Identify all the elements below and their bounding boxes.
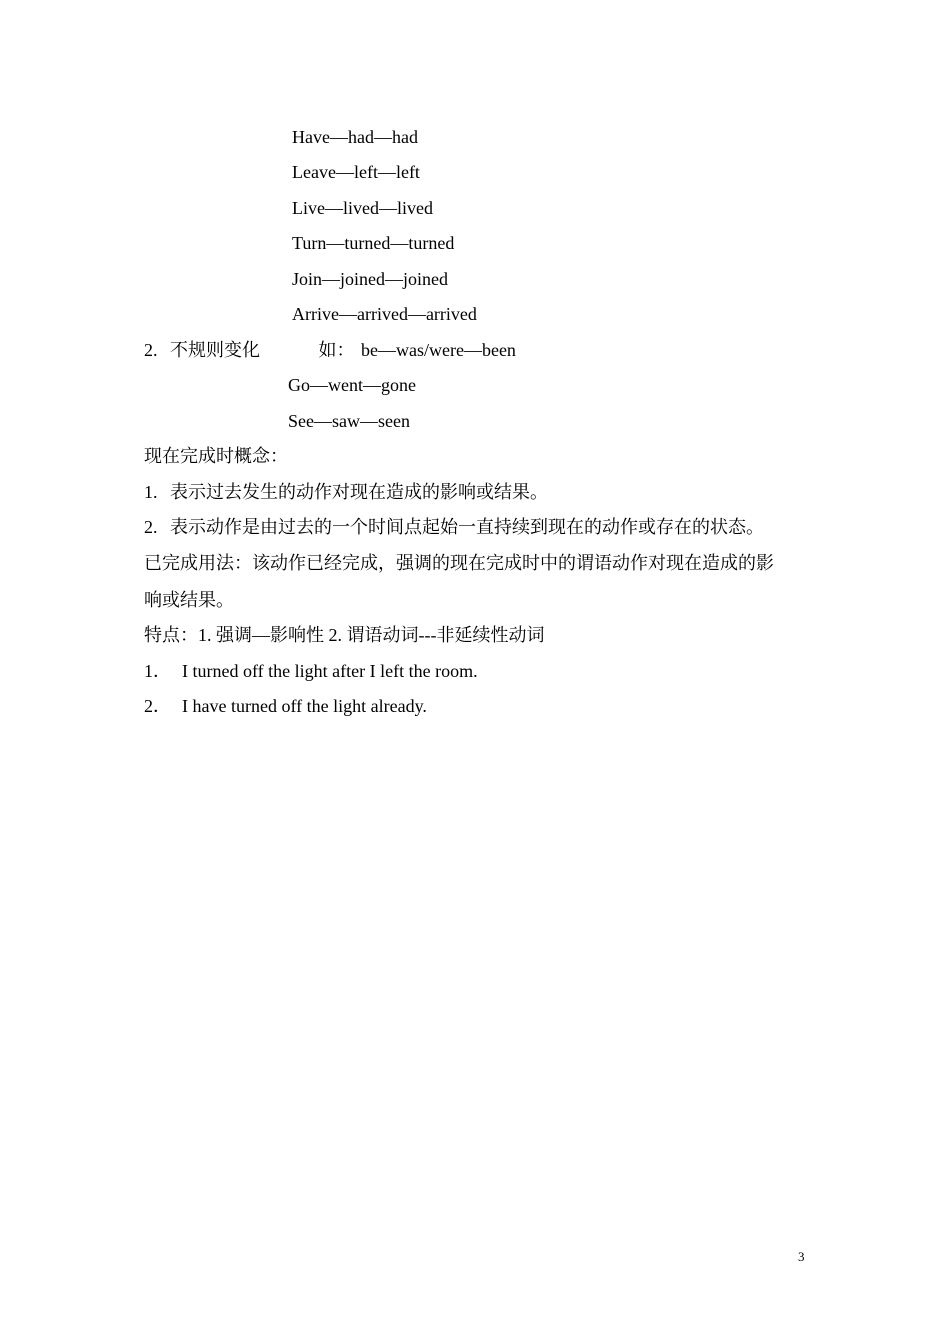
- verb-form-join: Join—joined—joined: [292, 269, 448, 289]
- concept-heading: 现在完成时概念：: [144, 446, 288, 466]
- irregular-label: 不规则变化: [170, 340, 260, 360]
- example-text: I turned off the light after I left the room.: [182, 661, 478, 681]
- example-number: 2．: [144, 696, 171, 716]
- example-sentence: [144, 659, 478, 683]
- verb-form-arrive: Arrive—arrived—arrived: [292, 304, 477, 324]
- irregular-heading-line: [144, 338, 516, 362]
- verb-form-go: Go—went—gone: [288, 375, 416, 395]
- irregular-example-prefix: 如：: [318, 340, 355, 360]
- verb-form-leave: Leave—left—left: [292, 162, 420, 182]
- concept-point-text: 表示过去发生的动作对现在造成的影响或结果。: [170, 482, 548, 502]
- concept-point-text: 表示动作是由过去的一个时间点起始一直持续到现在的动作或存在的状态。: [170, 517, 764, 537]
- features-line: 特点：1. 强调—影响性 2. 谓语动词---非延续性动词: [144, 625, 545, 645]
- page-number: 3: [798, 1249, 805, 1264]
- completed-usage-line-1: 已完成用法：该动作已经完成，强调的现在完成时中的谓语动作对现在造成的影: [144, 553, 774, 573]
- example-text: I have turned off the light already.: [182, 696, 427, 716]
- concept-point: [144, 515, 764, 539]
- concept-point-number: 2.: [144, 517, 158, 537]
- concept-point: [144, 480, 548, 504]
- verb-form-have: Have—had—had: [292, 127, 418, 147]
- irregular-first-example: be—was/were—been: [361, 340, 516, 360]
- verb-form-live: Live—lived—lived: [292, 198, 433, 218]
- concept-point-number: 1.: [144, 482, 158, 502]
- example-sentence: [144, 694, 427, 718]
- verb-form-turn: Turn—turned—turned: [292, 233, 455, 253]
- irregular-number: 2.: [144, 340, 158, 360]
- completed-usage-line-2: 响或结果。: [144, 590, 234, 610]
- example-number: 1．: [144, 661, 171, 681]
- verb-form-see: See—saw—seen: [288, 411, 410, 431]
